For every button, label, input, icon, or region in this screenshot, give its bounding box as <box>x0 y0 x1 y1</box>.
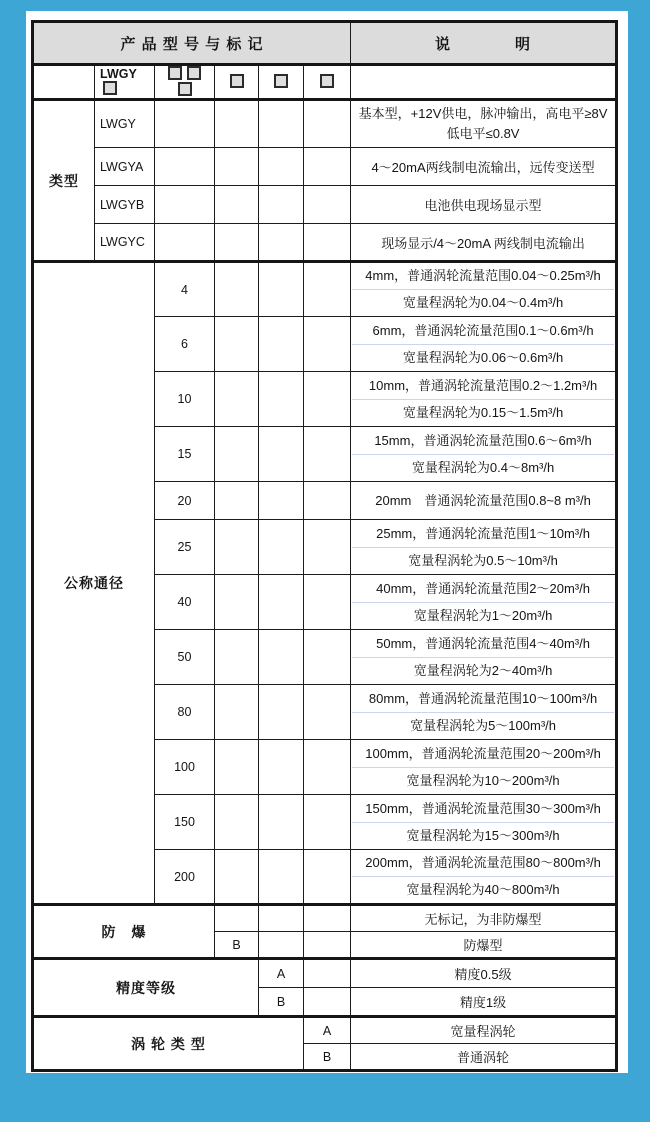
desc-line: 低电平≤0.8V <box>446 126 520 141</box>
desc-line: 宽量程涡轮为0.06～0.6m³/h <box>402 349 564 365</box>
explosion-section-label: 防 爆 <box>33 905 215 959</box>
explosion-box-cell <box>215 65 259 100</box>
empty-cell <box>304 224 351 262</box>
diameter-desc <box>351 427 617 482</box>
spec-table <box>31 20 618 1072</box>
light-divider <box>352 876 614 877</box>
empty-cell <box>215 224 259 262</box>
empty-cell <box>304 932 351 959</box>
model-code: LWGYB <box>95 186 155 224</box>
empty-cell <box>215 427 259 482</box>
diameter-code: 80 <box>155 685 215 740</box>
type-row <box>33 186 617 224</box>
empty-cell <box>259 186 304 224</box>
desc-line: 150mm，普通涡轮流量范围30～300m³/h <box>365 800 601 816</box>
accuracy-row <box>33 959 617 988</box>
empty-cell <box>304 795 351 850</box>
turbine-row <box>33 1017 617 1044</box>
empty-cell <box>304 317 351 372</box>
desc-line: 宽量程涡轮为5～100m³/h <box>410 717 556 733</box>
empty-cell <box>215 575 259 630</box>
desc-line: 宽量程涡轮为0.5～10m³/h <box>408 552 558 568</box>
desc-line: 25mm，普通涡轮流量范围1～10m³/h <box>376 525 590 541</box>
diameter-desc <box>351 520 617 575</box>
diameter-desc <box>351 372 617 427</box>
empty-cell <box>304 262 351 317</box>
explosion-desc: 防爆型 <box>351 932 617 959</box>
diameter-desc <box>351 795 617 850</box>
desc-line: 宽量程涡轮为1～20m³/h <box>413 607 553 623</box>
desc-line: 宽量程涡轮为10～200m³/h <box>406 772 560 788</box>
empty-cell <box>215 685 259 740</box>
empty-cell <box>215 100 259 148</box>
empty-cell <box>155 148 215 186</box>
empty-cell <box>259 224 304 262</box>
empty-cell <box>259 795 304 850</box>
type-row <box>33 148 617 186</box>
empty-cell <box>304 850 351 905</box>
diameter-code: 15 <box>155 427 215 482</box>
model-code: LWGY <box>95 100 155 148</box>
desc-line: 100mm，普通涡轮流量范围20～200m³/h <box>365 745 601 761</box>
diameter-section-label: 公称通径 <box>33 262 155 905</box>
diameter-code: 25 <box>155 520 215 575</box>
turbine-desc: 宽量程涡轮 <box>351 1017 617 1044</box>
light-divider <box>352 657 614 658</box>
light-divider <box>352 767 614 768</box>
model-desc: 电池供电现场显示型 <box>351 186 617 224</box>
empty-cell <box>259 100 304 148</box>
accuracy-desc: 精度1级 <box>351 988 617 1017</box>
turbine-section-label: 涡 轮 类 型 <box>33 1017 304 1071</box>
empty-cell <box>304 988 351 1017</box>
empty-cell <box>259 262 304 317</box>
desc-line: 基本型，+12V供电，脉冲输出，高电平≥8V <box>358 106 608 121</box>
empty-cell <box>155 186 215 224</box>
empty-cell <box>215 795 259 850</box>
empty-cell <box>259 905 304 932</box>
empty-cell <box>33 65 95 100</box>
empty-cell <box>304 372 351 427</box>
diameter-desc <box>351 740 617 795</box>
model-desc: 现场显示/4～20mA 两线制电流输出 <box>351 224 617 262</box>
desc-line: 6mm，普通涡轮流量范围0.1～0.6m³/h <box>372 322 594 338</box>
empty-cell <box>215 186 259 224</box>
checkbox-icon <box>230 74 244 88</box>
empty-cell <box>304 427 351 482</box>
empty-cell <box>304 100 351 148</box>
checkbox-icon <box>320 74 334 88</box>
empty-cell <box>304 186 351 224</box>
model-desc <box>351 100 617 148</box>
diameter-row <box>33 262 617 317</box>
model-prefix: LWGY <box>100 67 137 81</box>
empty-cell <box>215 262 259 317</box>
light-divider <box>352 547 614 548</box>
diameter-desc <box>351 317 617 372</box>
empty-cell <box>259 427 304 482</box>
desc-line: 宽量程涡轮为2～40m³/h <box>413 662 553 678</box>
type-section-label: 类型 <box>33 100 95 262</box>
checkbox-icon <box>274 74 288 88</box>
desc-line: 宽量程涡轮为0.04～0.4m³/h <box>402 295 564 310</box>
model-prefix-cell <box>95 65 155 100</box>
diameter-code: 150 <box>155 795 215 850</box>
light-divider <box>352 822 614 823</box>
empty-cell <box>215 148 259 186</box>
model-code: LWGYA <box>95 148 155 186</box>
empty-cell <box>155 224 215 262</box>
header-desc-col: 说 明 <box>351 22 617 65</box>
header-row <box>33 22 617 65</box>
desc-line: 宽量程涡轮为40～800m³/h <box>406 882 560 897</box>
turbine-code: A <box>304 1017 351 1044</box>
desc-line: 宽量程涡轮为0.4～8m³/h <box>411 459 555 475</box>
checkbox-icon <box>178 82 192 96</box>
accuracy-code: A <box>259 959 304 988</box>
diameter-desc <box>351 630 617 685</box>
empty-cell <box>215 372 259 427</box>
empty-cell <box>259 372 304 427</box>
empty-cell <box>259 520 304 575</box>
light-divider <box>352 344 614 345</box>
accuracy-box-cell <box>259 65 304 100</box>
desc-line: 50mm，普通涡轮流量范围4～40m³/h <box>376 635 590 651</box>
diameter-code: 6 <box>155 317 215 372</box>
light-divider <box>352 454 614 455</box>
type-row <box>33 224 617 262</box>
accuracy-code: B <box>259 988 304 1017</box>
light-divider <box>352 399 614 400</box>
explosion-code <box>215 905 259 932</box>
empty-cell <box>259 850 304 905</box>
desc-line: 10mm，普通涡轮流量范围0.2～1.2m³/h <box>368 377 598 393</box>
empty-cell <box>215 482 259 520</box>
diameter-desc <box>351 575 617 630</box>
empty-cell <box>259 482 304 520</box>
explosion-code: B <box>215 932 259 959</box>
desc-line: 40mm，普通涡轮流量范围2～20m³/h <box>376 580 590 596</box>
empty-cell <box>215 850 259 905</box>
empty-cell <box>304 740 351 795</box>
light-divider <box>352 712 614 713</box>
accuracy-section-label: 精度等级 <box>33 959 259 1017</box>
diameter-code: 200 <box>155 850 215 905</box>
empty-cell <box>304 905 351 932</box>
empty-cell <box>215 520 259 575</box>
empty-cell <box>155 100 215 148</box>
desc-line: 80mm，普通涡轮流量范围10～100m³/h <box>368 690 598 706</box>
model-code: LWGYC <box>95 224 155 262</box>
explosion-desc: 无标记，为非防爆型 <box>351 905 617 932</box>
light-divider <box>352 602 614 603</box>
empty-cell <box>259 148 304 186</box>
empty-cell <box>351 65 617 100</box>
empty-cell <box>259 932 304 959</box>
diameter-boxes-cell <box>155 65 215 100</box>
empty-cell <box>304 959 351 988</box>
turbine-code: B <box>304 1044 351 1071</box>
desc-line: 20mm 普通涡轮流量范围0.8~8 m³/h <box>375 492 591 508</box>
empty-cell <box>259 740 304 795</box>
turbine-box-cell <box>304 65 351 100</box>
diameter-code: 100 <box>155 740 215 795</box>
empty-cell <box>259 630 304 685</box>
turbine-desc: 普通涡轮 <box>351 1044 617 1071</box>
desc-line: 4mm，普通涡轮流量范围0.04～0.25m³/h <box>365 268 601 283</box>
diameter-desc <box>351 482 617 520</box>
desc-line: 宽量程涡轮为0.15～1.5m³/h <box>402 404 564 420</box>
accuracy-desc: 精度0.5级 <box>351 959 617 988</box>
desc-line: 15mm，普通涡轮流量范围0.6～6m³/h <box>374 432 592 448</box>
diameter-desc <box>351 685 617 740</box>
model-desc: 4～20mA两线制电流输出，远传变送型 <box>351 148 617 186</box>
model-code-row <box>33 65 617 100</box>
empty-cell <box>215 317 259 372</box>
diameter-desc <box>351 262 617 317</box>
diameter-code: 4 <box>155 262 215 317</box>
diameter-code: 20 <box>155 482 215 520</box>
desc-line: 宽量程涡轮为15～300m³/h <box>406 827 560 843</box>
empty-cell <box>304 482 351 520</box>
header-model-col: 产 品 型 号 与 标 记 <box>33 22 351 65</box>
empty-cell <box>304 575 351 630</box>
diameter-code: 10 <box>155 372 215 427</box>
empty-cell <box>259 575 304 630</box>
checkbox-icon <box>187 66 201 80</box>
empty-cell <box>259 685 304 740</box>
diameter-desc <box>351 850 617 905</box>
empty-cell <box>304 148 351 186</box>
checkbox-icon <box>103 81 117 95</box>
empty-cell <box>304 630 351 685</box>
empty-cell <box>215 630 259 685</box>
checkbox-icon <box>168 66 182 80</box>
diameter-code: 40 <box>155 575 215 630</box>
empty-cell <box>304 520 351 575</box>
empty-cell <box>304 685 351 740</box>
empty-cell <box>215 740 259 795</box>
type-row <box>33 100 617 148</box>
desc-line: 200mm，普通涡轮流量范围80～800m³/h <box>365 855 601 870</box>
explosion-row <box>33 905 617 932</box>
empty-cell <box>259 317 304 372</box>
diameter-code: 50 <box>155 630 215 685</box>
light-divider <box>352 289 614 290</box>
